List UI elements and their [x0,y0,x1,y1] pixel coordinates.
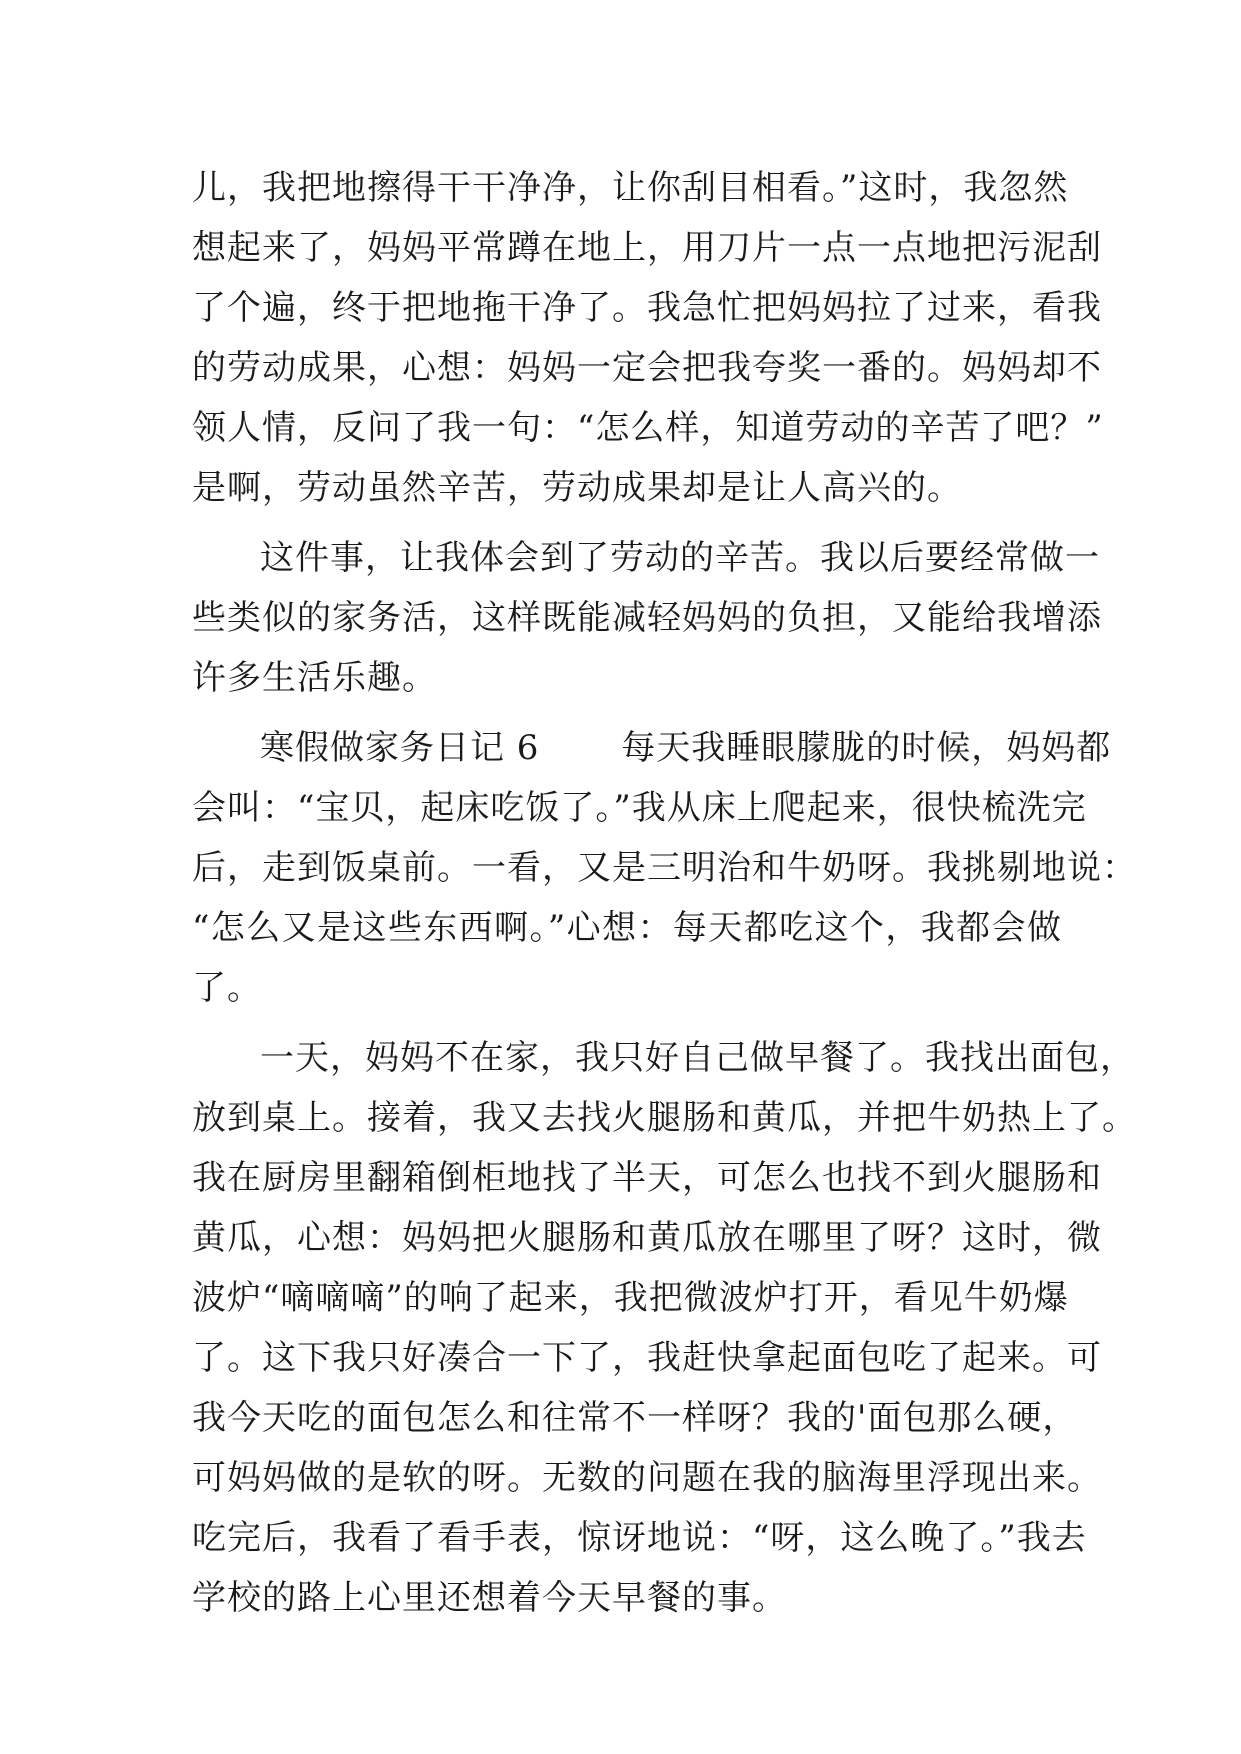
text-line: 许多生活乐趣。 [192,658,437,698]
text-line: 波炉“嘀嘀嘀”的响了起来，我把微波炉打开，看见牛奶爆 [192,1278,1069,1318]
text-line: 吃完后，我看了看手表，惊讶地说：“呀，这么晚了。”我去 [192,1518,1087,1558]
text-line: 了。 [192,968,262,1008]
text-line: 些类似的家务活，这样既能减轻妈妈的负担，又能给我增添 [192,598,1102,638]
text-line: 是啊，劳动虽然辛苦，劳动成果却是让人高兴的。 [192,468,962,508]
text-line: 可妈妈做的是软的呀。无数的问题在我的脑海里浮现出来。 [192,1458,1102,1498]
text-line: 寒假做家务日记 6 每天我睡眼朦胧的时候，妈妈都 [260,728,1112,768]
text-line: 这件事，让我体会到了劳动的辛苦。我以后要经常做一 [260,538,1100,578]
text-line: 领人情，反问了我一句：“怎么样，知道劳动的辛苦了吧？” [192,408,1104,448]
text-line: 后，走到饭桌前。一看，又是三明治和牛奶呀。我挑剔地说： [192,848,1137,888]
text-line: 我今天吃的面包怎么和往常不一样呀？我的'面包那么硬， [192,1398,1078,1438]
text-line: “怎么又是这些东西啊。”心想：每天都吃这个，我都会做 [192,908,1062,948]
text-line: 学校的路上心里还想着今天早餐的事。 [192,1578,787,1618]
text-line: 放到桌上。接着，我又去找火腿肠和黄瓜，并把牛奶热上了。 [192,1098,1137,1138]
document-body [192,158,1137,1628]
text-line: 了个遍，终于把地拖干净了。我急忙把妈妈拉了过来，看我 [192,288,1102,328]
text-line: 儿，我把地擦得干干净净，让你刮目相看。”这时，我忽然 [192,168,1069,208]
text-line: 我在厨房里翻箱倒柜地找了半天，可怎么也找不到火腿肠和 [192,1158,1102,1198]
text-line: 一天，妈妈不在家，我只好自己做早餐了。我找出面包， [260,1038,1135,1078]
text-line: 会叫：“宝贝，起床吃饭了。”我从床上爬起来，很快梳洗完 [192,788,1087,828]
text-line: 了。这下我只好凑合一下了，我赶快拿起面包吃了起来。可 [192,1338,1102,1378]
text-line: 的劳动成果，心想：妈妈一定会把我夸奖一番的。妈妈却不 [192,348,1102,388]
text-line: 黄瓜，心想：妈妈把火腿肠和黄瓜放在哪里了呀？这时，微 [192,1218,1102,1258]
text-line: 想起来了，妈妈平常蹲在地上，用刀片一点一点地把污泥刮 [192,228,1102,268]
